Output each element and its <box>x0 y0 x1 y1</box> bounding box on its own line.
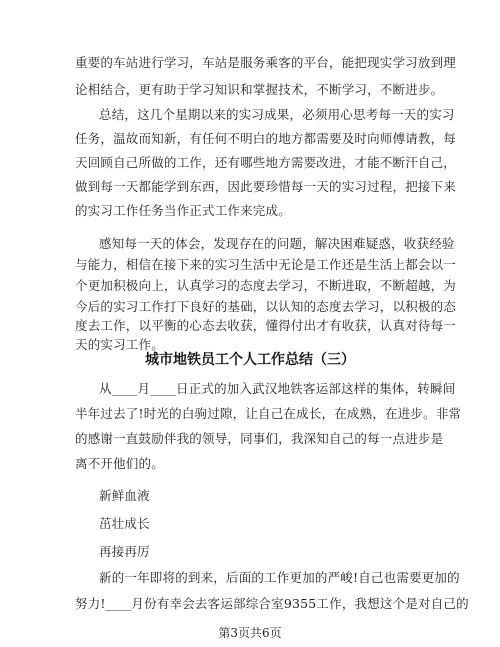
text-line: 重要的车站进行学习，车站是服务乘客的平台，能把现实学习放到理 <box>75 55 457 70</box>
text-line: 任务，温故而知新，有任何不明白的地方都需要及时向师傅请教，每 <box>75 131 457 146</box>
paragraph-first-line: 感知每一天的体会，发现存在的问题，解决困难疑惑，收获经验 <box>99 236 455 251</box>
text-line: 努力!____月份有幸会去客运部综合室9355工作，我想这个是对自己的 <box>75 596 469 611</box>
text-line: 离不开他们的。 <box>75 456 164 471</box>
text-line: 的实习工作任务当作正式工作来完成。 <box>75 203 291 218</box>
paragraph-first-line: 从____月____日正式的加入武汉地铁客运部这样的集体，转瞬间 <box>99 381 456 396</box>
short-phrase: 茁壮成长 <box>99 516 150 531</box>
text-line: 度去工作，以平衡的心态去收获，懂得付出才有收获，认真对待每一 <box>75 318 457 333</box>
paragraph-first-line: 总结，这几个星期以来的实习成果，必须用心思考每一天的实习 <box>99 107 455 122</box>
text-line: 天的实习工作。 <box>75 337 164 352</box>
text-line: 天回顾自己所做的工作，还有哪些地方需要改进，才能不断汗自己， <box>75 155 457 170</box>
text-line: 的感谢一直鼓励伴我的领导，同事们，我深知自己的每一点进步是 <box>75 431 444 446</box>
short-phrase: 新鲜血液 <box>99 488 150 503</box>
short-phrase: 再接再厉 <box>99 544 150 559</box>
text-line: 做到每一天都能学到东西，因此要珍惜每一天的实习过程，把接下来 <box>75 179 457 194</box>
page-number-footer: 第3页共6页 <box>218 626 282 640</box>
text-line: 与能力，相信在接下来的实习生活中无论是工作还是生活上都会以一 <box>75 257 457 272</box>
text-line: 论相结合，更有助于学习知识和掌握技术，不断学习，不断进步。 <box>75 82 444 97</box>
paragraph-first-line: 新的一年即将的到来，后面的工作更加的严峻!自己也需要更加的 <box>99 570 460 585</box>
text-line: 半年过去了!时光的白驹过隙，让自己在成长，在成熟，在进步。非常 <box>75 406 462 421</box>
text-line: 今后的实习工作打下良好的基础，以认知的态度去学习，以积极的态 <box>75 299 457 314</box>
text-line: 个更加积极向上，认真学习的态度去学习，不断进取，不断超越，为 <box>75 278 457 293</box>
section-title: 城市地铁员工个人工作总结（三） <box>145 352 355 368</box>
